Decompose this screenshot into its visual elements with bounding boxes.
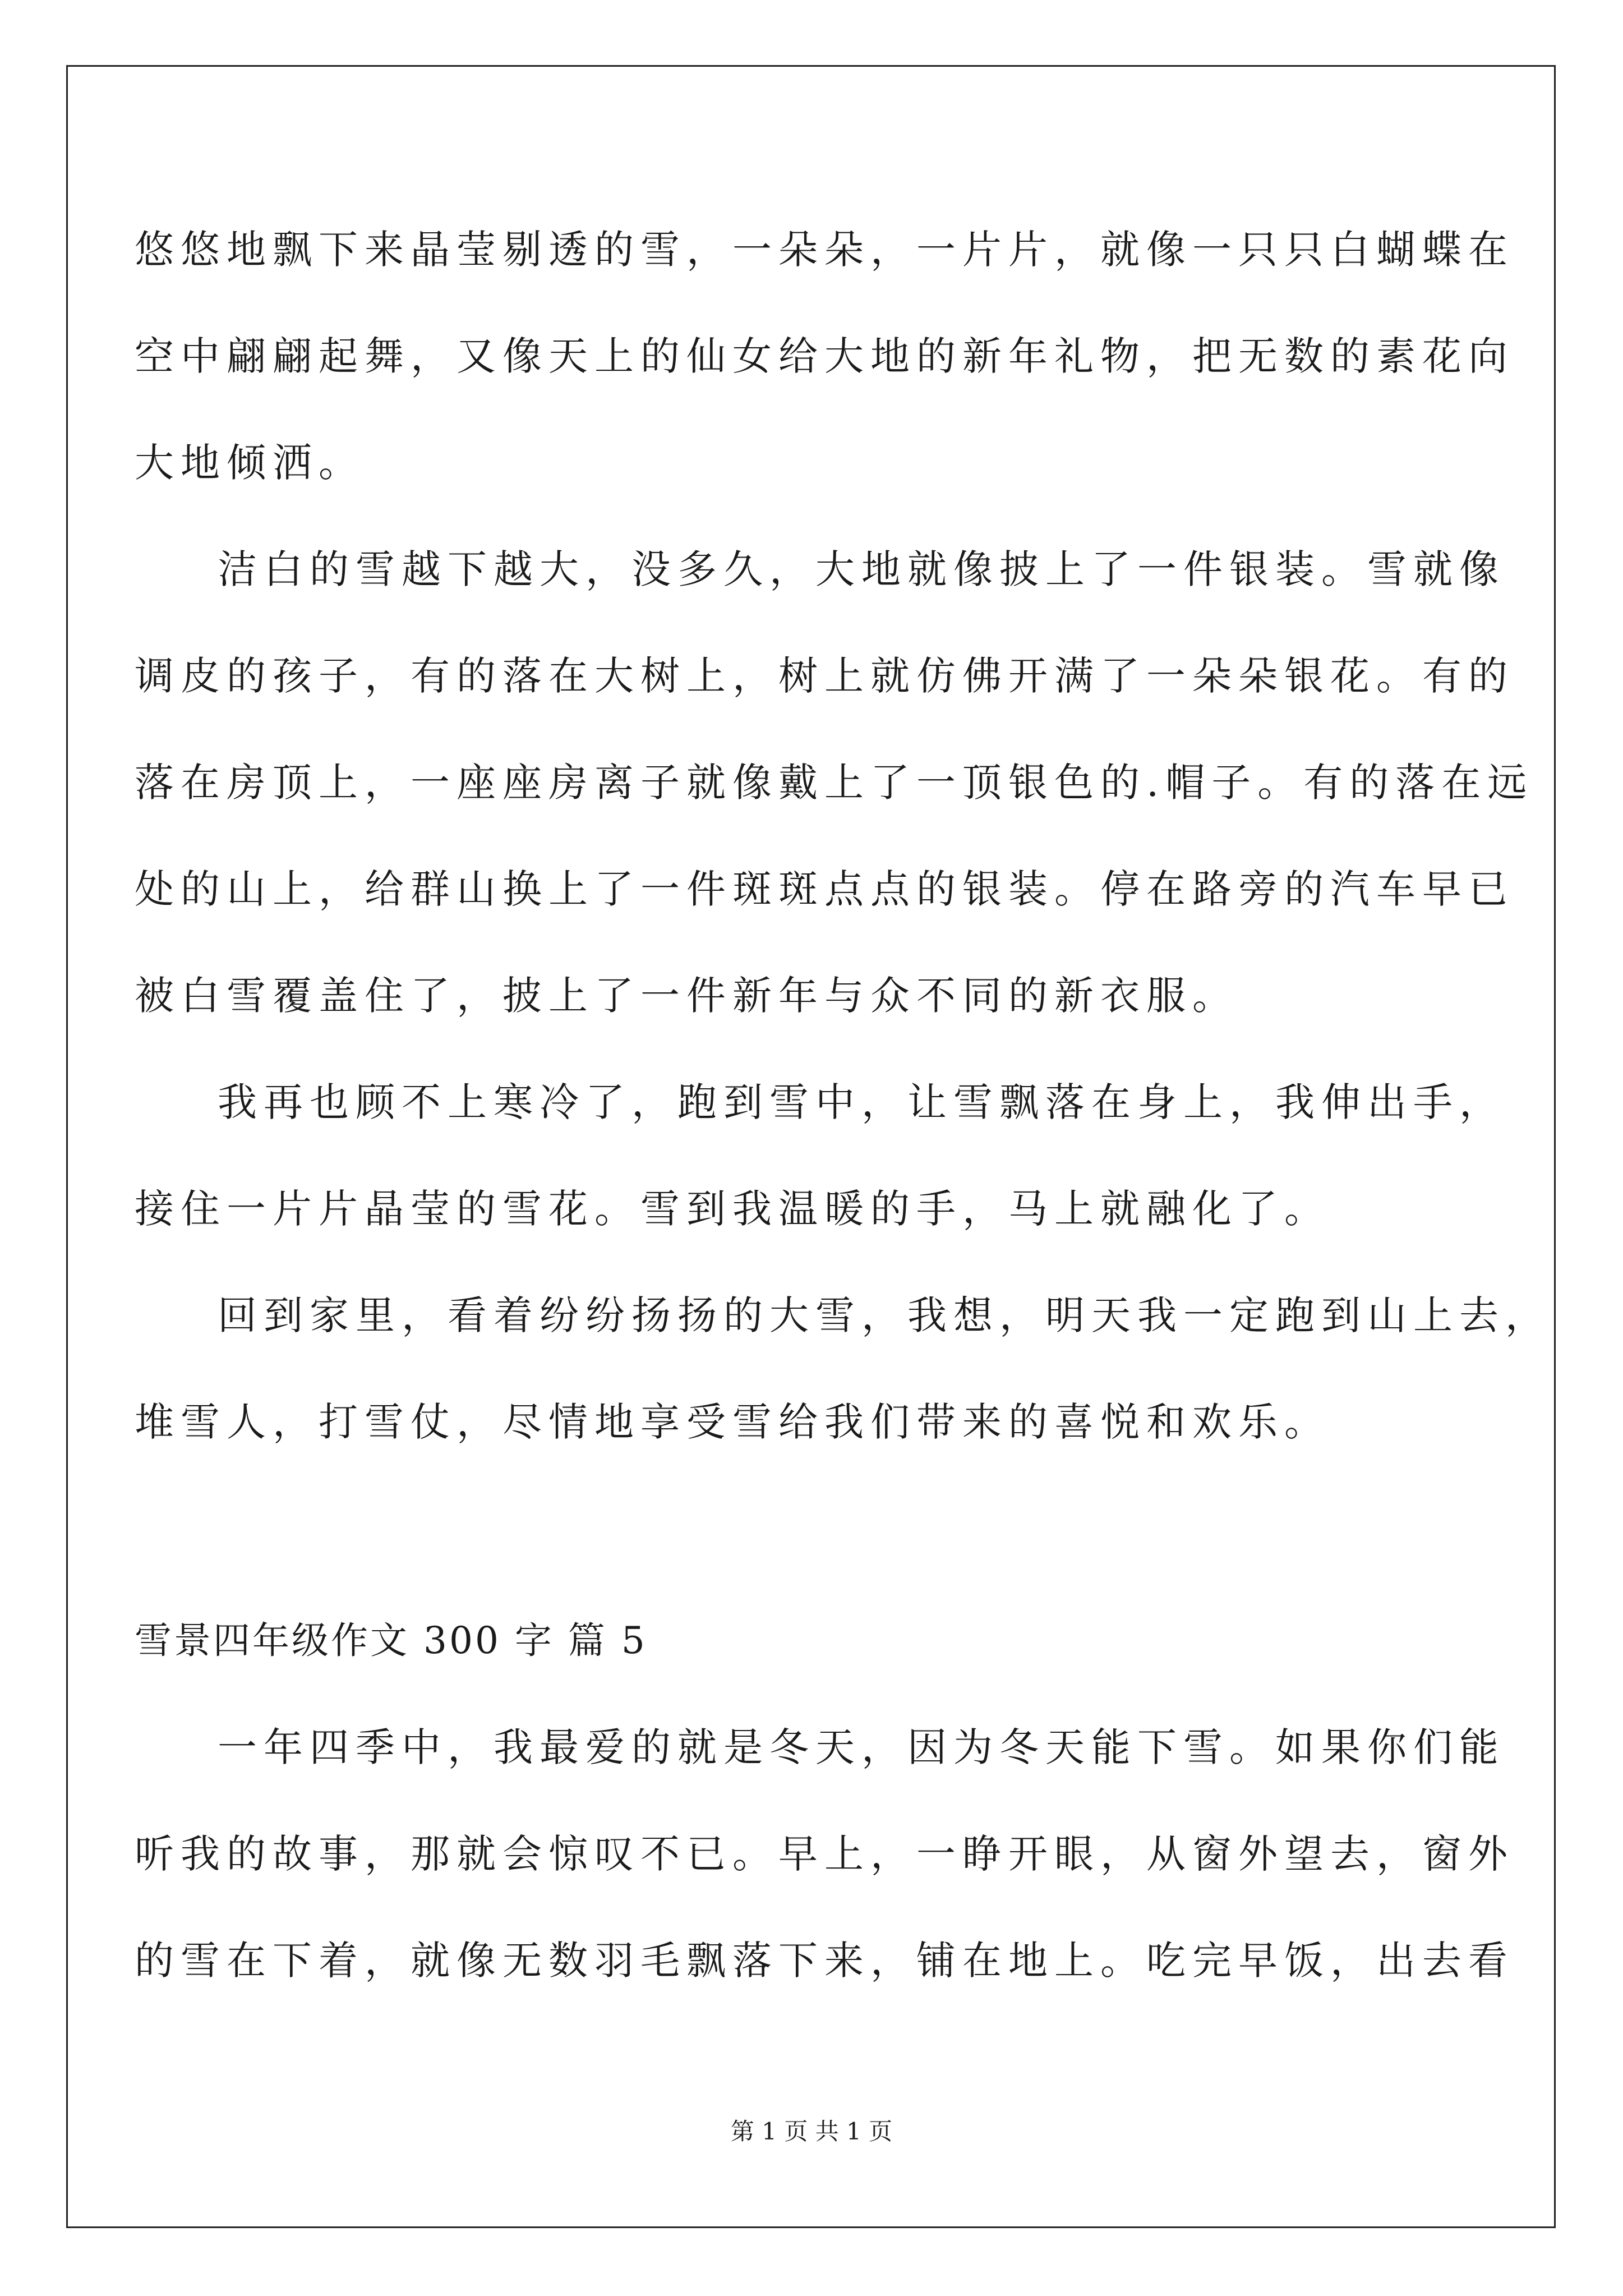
text-line: 回到家里，看着纷纷扬扬的大雪，我想，明天我一定跑到山上去， <box>218 1292 1551 1338</box>
text-line: 调皮的孩子，有的落在大树上，树上就仿佛开满了一朵朵银花。有的 <box>135 653 1514 699</box>
text-line: 的雪在下着，就像无数羽毛飘落下来，铺在地上。吃完早饭，出去看 <box>135 1938 1514 1984</box>
text-line: 堆雪人，打雪仗，尽情地享受雪给我们带来的喜悦和欢乐。 <box>135 1399 1330 1445</box>
text-line: 洁白的雪越下越大，没多久，大地就像披上了一件银装。雪就像 <box>218 546 1505 592</box>
text-line: 听我的故事，那就会惊叹不已。早上，一睁开眼，从窗外望去，窗外 <box>135 1831 1514 1877</box>
text-line: 落在房顶上，一座座房离子就像戴上了一顶银色的.帽子。有的落在远 <box>135 760 1534 806</box>
page-border <box>66 65 1556 2228</box>
text-line: 空中翩翩起舞，又像天上的仙女给大地的新年礼物，把无数的素花向 <box>135 333 1514 379</box>
page-footer: 第 1 页 共 1 页 <box>730 2118 893 2145</box>
text-line: 我再也顾不上寒冷了，跑到雪中，让雪飘落在身上，我伸出手， <box>218 1079 1505 1125</box>
text-line: 一年四季中，我最爱的就是冬天，因为冬天能下雪。如果你们能 <box>218 1724 1505 1770</box>
text-line: 接住一片片晶莹的雪花。雪到我温暖的手，马上就融化了。 <box>135 1186 1330 1232</box>
section-heading: 雪景四年级作文 300 字 篇 5 <box>135 1619 647 1662</box>
text-line: 处的山上，给群山换上了一件斑斑点点的银装。停在路旁的汽车早已 <box>135 866 1514 912</box>
text-line: 大地倾洒。 <box>135 440 365 486</box>
text-line: 悠悠地飘下来晶莹剔透的雪，一朵朵，一片片，就像一只只白蝴蝶在 <box>135 227 1514 273</box>
text-line: 被白雪覆盖住了，披上了一件新年与众不同的新衣服。 <box>135 973 1238 1019</box>
